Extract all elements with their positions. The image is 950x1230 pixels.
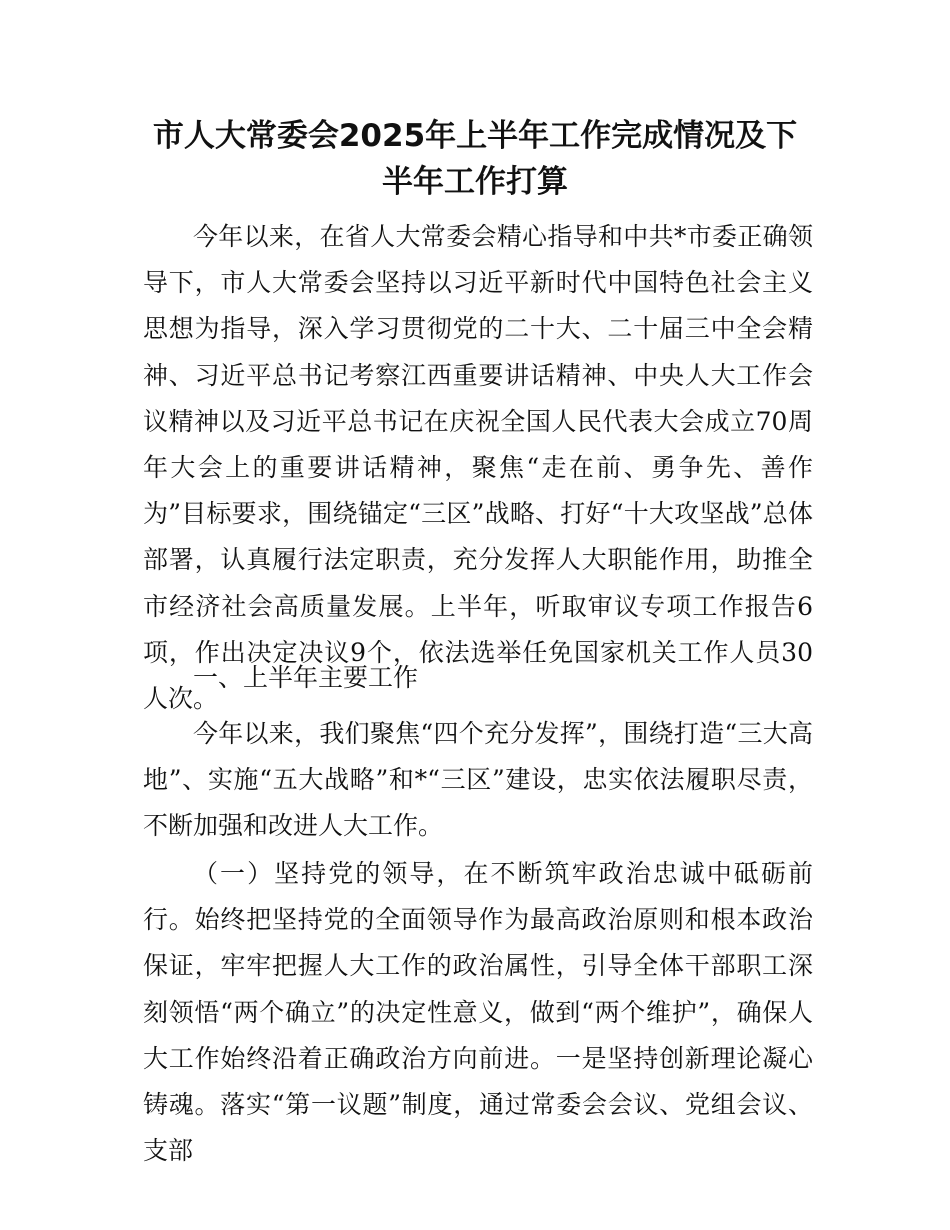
document-title-line-1: 市人大常委会2025年上半年工作完成情况及下 bbox=[152, 118, 798, 154]
subsection-1-paragraph: （一）坚持党的领导，在不断筑牢政治忠诚中砥砺前行。始终把坚持党的全面领导作为最高政治原则和根本政治保证，牢牢把握人大工作的政治属性，引导全体干部职工深刻领悟“两个确立”的决定性意义，做到“两个维护”，确保人大工作始终沿着正确政治方向前进。一是坚持创新理论凝心铸魂。落实“第一议题”制度，通过常委会会议、党组会议、支部 bbox=[143, 859, 813, 1166]
section-1-intro-paragraph: 今年以来，我们聚焦“四个充分发挥”，围绕打造“三大高地”、实施“五大战略”和*“三区”建设，忠实依法履职尽责，不断加强和改进人大工作。 bbox=[143, 719, 813, 841]
intro-paragraph: 今年以来，在省人大常委会精心指导和中共*市委正确领导下，市人大常委会坚持以习近平新时代中国特色社会主义思想为指导，深入学习贯彻党的二十大、二十届三中全会精神、习近平总书记考察江西重要讲话精神、中央人大工作会议精神以及习近平总书记在庆祝全国人民代表大会成立70周年大会上的重要讲话精神，聚焦“走在前、勇争先、善作为”目标要求，围绕锚定“三区”战略、打好“十大攻坚战”总体部署，认真履行法定职责，充分发挥人大职能作用，助推全市经济社会高质量发展。上半年，听取审议专项工作报告6项，作出决定决议9个，依法选举任免国家机关工作人员30人次。 bbox=[143, 222, 813, 714]
section-heading-1: 一、上半年主要工作 bbox=[193, 663, 419, 692]
document-title-line-2: 半年工作打算 bbox=[382, 164, 568, 200]
